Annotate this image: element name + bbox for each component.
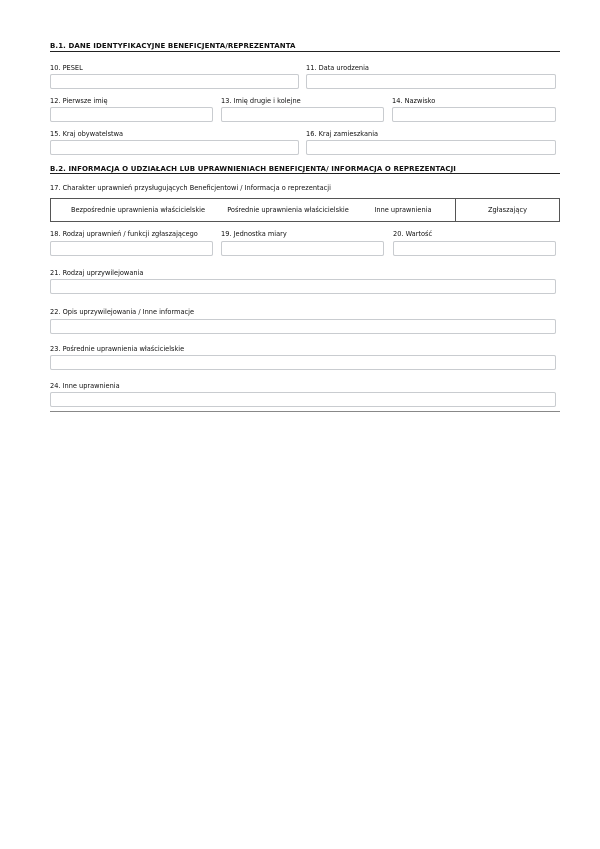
middle-names-input[interactable] (221, 107, 384, 122)
option-reporting-party[interactable]: Zgłaszający (455, 199, 559, 221)
privilege-desc-input[interactable] (50, 319, 556, 334)
role-input[interactable] (50, 241, 213, 256)
option-indirect-ownership[interactable]: Pośrednie uprawnienia właścicielskie (227, 206, 349, 214)
option-direct-ownership[interactable]: Bezpośrednie uprawnienia właścicielskie (70, 206, 206, 214)
birth-date-label: 11. Data urodzenia (306, 64, 369, 72)
middle-names-label: 13. Imię drugie i kolejne (221, 97, 301, 105)
residence-label: 16. Kraj zamieszkania (306, 130, 379, 138)
surname-label: 14. Nazwisko (392, 97, 436, 105)
birth-date-input[interactable] (306, 74, 556, 89)
section-b1-rule (50, 51, 560, 52)
option-other-rights[interactable]: Inne uprawnienia (374, 206, 432, 214)
surname-input[interactable] (392, 107, 556, 122)
residence-input[interactable] (306, 140, 556, 155)
other-rights-input[interactable] (50, 392, 556, 407)
indirect-rights-input[interactable] (50, 355, 556, 370)
citizenship-label: 15. Kraj obywatelstwa (50, 130, 124, 138)
first-name-label: 12. Pierwsze imię (50, 97, 108, 105)
privilege-desc-label: 22. Opis uprzywilejowania / Inne informacje (50, 308, 195, 316)
rights-character-label: 17. Charakter uprawnień przysługujących Beneficjentowi / Informacja o reprezentacji (50, 184, 331, 192)
citizenship-input[interactable] (50, 140, 299, 155)
pesel-label: 10. PESEL (50, 64, 83, 72)
amount-input[interactable] (393, 241, 556, 256)
first-name-input[interactable] (50, 107, 213, 122)
pesel-input[interactable] (50, 74, 299, 89)
amount-label: 20. Wartość (393, 230, 433, 238)
section-b1-title: B.1. DANE IDENTYFIKACYJNE BENEFICJENTA/REPREZENTANTA (50, 42, 296, 50)
role-label: 18. Rodzaj uprawnień / funkcji zgłaszającego (50, 230, 198, 238)
other-rights-label: 24. Inne uprawnienia (50, 382, 120, 390)
privilege-type-input[interactable] (50, 279, 556, 294)
unit-label: 19. Jednostka miary (221, 230, 287, 238)
section-b2-rule (50, 173, 560, 174)
privilege-type-label: 21. Rodzaj uprzywilejowania (50, 269, 144, 277)
section-end-rule (50, 411, 560, 412)
unit-input[interactable] (221, 241, 384, 256)
indirect-rights-label: 23. Pośrednie uprawnienia właścicielskie (50, 345, 185, 353)
rights-character-choices (50, 198, 560, 222)
section-b2-title: B.2. INFORMACJA O UDZIAŁACH LUB UPRAWNIENIACH BENEFICJENTA/ INFORMACJA O REPREZENTACJI (50, 165, 457, 173)
